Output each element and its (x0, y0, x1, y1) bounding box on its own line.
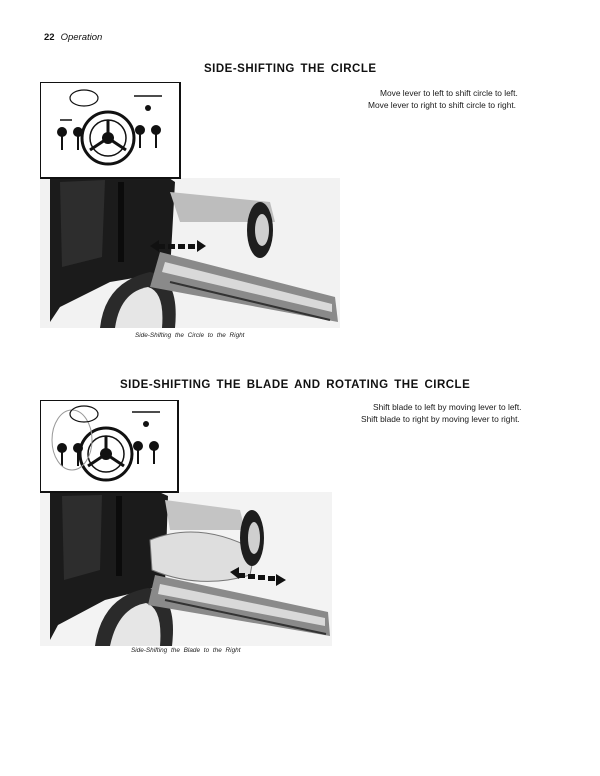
page-header (44, 32, 102, 43)
section-name: Operation (60, 32, 103, 43)
section-heading-side-shifting-blade: SIDE-SHIFTING THE BLADE AND ROTATING THE CIRCLE (120, 379, 471, 391)
section-heading-side-shifting-circle: SIDE-SHIFTING THE CIRCLE (204, 63, 377, 75)
photo-caption-side-shifting-blade: Side-Shifting the Blade to the Right (131, 647, 241, 654)
instruction-text-side-shifting-circle: Move lever to left to shift circle to left. Move lever to right to shift circle to right. (368, 88, 518, 110)
instruction-text-side-shifting-blade: Shift blade to left by moving lever to left. Shift blade to right by moving lever to right. (361, 402, 522, 424)
photo-side-shifting-circle (40, 82, 340, 328)
photo-caption-side-shifting-circle: Side-Shifting the Circle to the Right (135, 332, 245, 339)
photo-side-shifting-blade (40, 400, 332, 646)
page-number: 22 (44, 32, 55, 43)
